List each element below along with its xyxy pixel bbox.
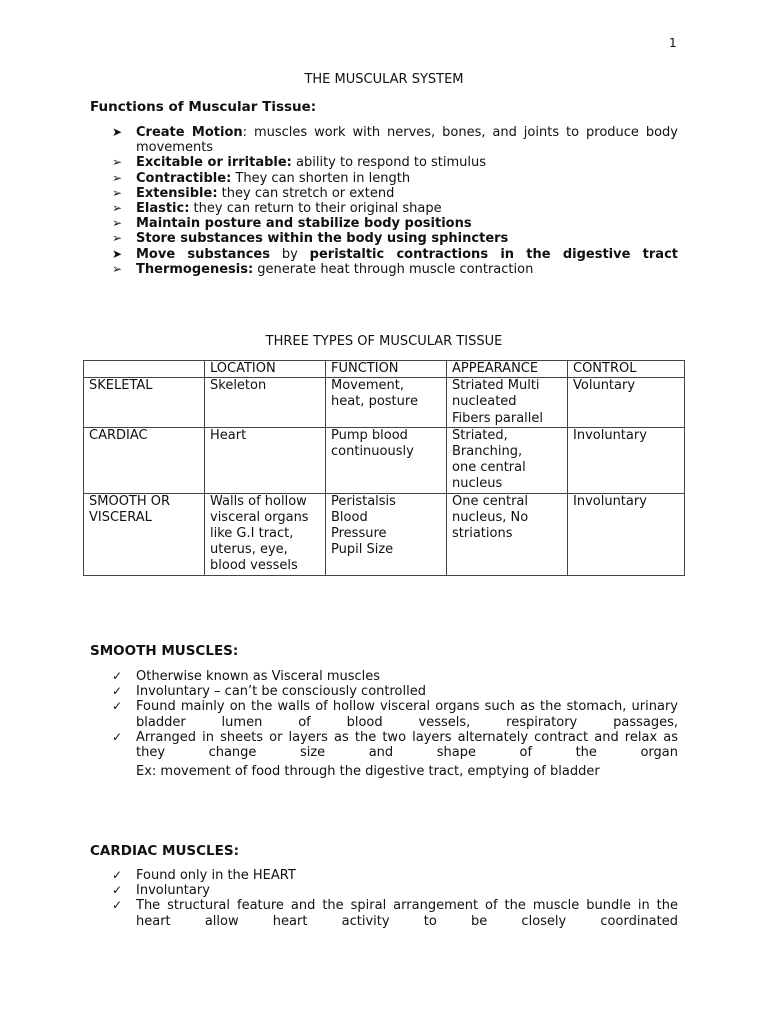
check-icon: ✓ — [112, 699, 123, 714]
list-item: ✓ Found only in the HEART — [112, 868, 296, 883]
smooth-list — [112, 669, 678, 760]
list-item: ➤ Create Motion: muscles work with nerves, bones, and joints to produce body movements — [112, 125, 679, 156]
arrow-bullet-icon: ➢ — [112, 201, 123, 216]
table-cell: Skeleton — [205, 378, 326, 428]
check-icon: ✓ — [112, 868, 123, 882]
table-header-row — [84, 361, 685, 378]
smooth-example: Ex: movement of food through the digestive tract, emptying of bladder — [136, 764, 600, 779]
arrow-bullet-icon: ➢ — [112, 155, 123, 170]
table-header-cell: LOCATION — [205, 361, 326, 378]
table-cell: CARDIAC — [84, 427, 205, 493]
functions-list — [112, 125, 678, 277]
list-item: ✓ Involuntary – can’t be consciously controlled — [112, 684, 426, 700]
check-icon: ✓ — [112, 898, 123, 913]
check-icon: ✓ — [112, 883, 123, 898]
table-cell: Peristalsis Blood Pressure Pupil Size — [326, 493, 447, 575]
table-cell: SMOOTH OR VISCERAL — [84, 493, 205, 575]
table-row — [84, 493, 685, 575]
table-header-cell — [84, 361, 205, 378]
list-item: ➢ Thermogenesis: generate heat through muscle contraction — [112, 261, 534, 277]
table-cell: Walls of hollow visceral organs like G.I tract, uterus, eye, blood vessels — [205, 493, 326, 575]
table-header-cell: FUNCTION — [326, 361, 447, 378]
list-item: ✓ The structural feature and the spiral arrangement of the muscle bundle in the heart allow heart activity to be closely coordinated — [112, 898, 678, 929]
arrow-bullet-icon: ➢ — [112, 231, 123, 246]
table-cell: Movement, heat, posture — [326, 378, 447, 428]
smooth-heading: SMOOTH MUSCLES: — [90, 643, 239, 659]
arrow-bullet-icon: ➢ — [112, 185, 123, 200]
arrow-bullet-icon: ➤ — [112, 246, 123, 261]
cardiac-heading: CARDIAC MUSCLES: — [90, 843, 240, 859]
table-title: THREE TYPES OF MUSCULAR TISSUE — [265, 334, 503, 349]
check-icon: ✓ — [112, 669, 123, 683]
cardiac-list — [112, 868, 678, 929]
list-item: ✓ Involuntary — [112, 883, 210, 899]
arrow-bullet-icon: ➢ — [112, 261, 123, 276]
muscle-types-table — [83, 360, 685, 576]
list-item: ✓ Arranged in sheets or layers as the two layers alternately contract and relax as they change size and shape of the organ — [112, 729, 678, 761]
table-header-cell: APPEARANCE — [447, 361, 568, 378]
check-icon: ✓ — [112, 684, 123, 699]
list-item: ➢ Store substances within the body using sphincters — [112, 231, 509, 247]
table-cell: Heart — [205, 427, 326, 493]
list-item: ➤ Move substances by peristaltic contractions in the digestive tract — [112, 246, 678, 262]
check-icon: ✓ — [112, 729, 123, 744]
table-cell: Involuntary — [568, 427, 685, 493]
table-cell: Striated Multi nucleated Fibers parallel — [447, 378, 568, 428]
page-number: 1 — [669, 36, 677, 50]
functions-heading: Functions of Muscular Tissue: — [90, 99, 317, 115]
arrow-bullet-icon: ➢ — [112, 170, 123, 185]
arrow-bullet-icon: ➢ — [112, 216, 123, 231]
table-cell: Pump blood continuously — [326, 427, 447, 493]
table-cell: SKELETAL — [84, 378, 205, 428]
list-item: ➢ Excitable or irritable: ability to respond to stimulus — [112, 155, 487, 171]
list-item: ➢ Contractible: They can shorten in length — [112, 170, 411, 186]
table-cell: Involuntary — [568, 493, 685, 575]
table-header-cell: CONTROL — [568, 361, 685, 378]
table-cell: Voluntary — [568, 378, 685, 428]
arrow-bullet-icon: ➤ — [112, 125, 123, 139]
list-item: ➢ Extensible: they can stretch or extend — [112, 185, 395, 201]
page-title: THE MUSCULAR SYSTEM — [304, 72, 464, 87]
table-row — [84, 427, 685, 493]
table-cell: Striated, Branching, one central nucleus — [447, 427, 568, 493]
table-row — [84, 378, 685, 428]
list-item: ✓ Found mainly on the walls of hollow visceral organs such as the stomach, urinary bladder lumen of blood vessels, respiratory passages, — [112, 699, 678, 730]
table-cell: One central nucleus, No striations — [447, 493, 568, 575]
list-item: ➢ Elastic: they can return to their original shape — [112, 201, 442, 217]
list-item: ✓ Otherwise known as Visceral muscles — [112, 669, 381, 684]
list-item: ➢ Maintain posture and stabilize body positions — [112, 216, 472, 232]
